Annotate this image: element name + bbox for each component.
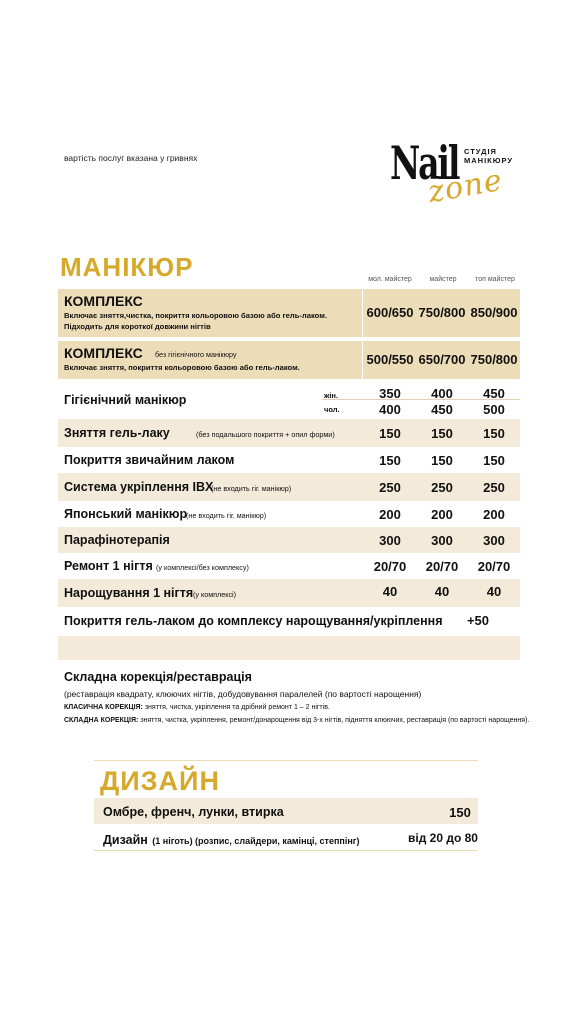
row-price: 250: [379, 480, 401, 495]
gel-cover-price: +50: [466, 613, 490, 628]
design-row2-title: Дизайн: [103, 833, 148, 847]
row-price: 200: [431, 507, 453, 522]
column-top: топ майстер: [475, 276, 515, 283]
complex-correction-text: зняття, чистка, укріплення, ремонт/донарощення від 3-х нігтів, підняття клюючих, реставрація (по вартості нарощення).: [140, 717, 530, 724]
classic-correction-label: КЛАСИЧНА КОРЕКЦІЯ:: [64, 704, 143, 711]
correction-desc: (реставрація квадрату, клюючих нігтів, добудовування паралелей (по вартості нарощення): [64, 689, 422, 699]
row-price: 300: [379, 533, 401, 548]
hygienic-female: жін.: [324, 391, 339, 400]
complex-correction-label: СКЛАДНА КОРЕКЦІЯ:: [64, 717, 139, 724]
hygienic-female-master: 400: [431, 386, 453, 401]
complex-price-junior: 600/650: [366, 305, 414, 320]
logo-sub1: СТУДІЯ: [464, 147, 497, 156]
classic-correction-text: зняття, чистка, укріплення та дрібний ремонт 1 – 2 нігтів.: [144, 704, 330, 711]
complex-desc1: Включає зняття,чистка, покриття кольоровою базою або гель-лаком.: [64, 311, 327, 320]
row-title: Система укріплення IBX: [64, 480, 214, 494]
row-sub: (у комплексі): [193, 590, 237, 599]
complex2-price-master: 650/700: [418, 352, 466, 367]
row-price: 150: [483, 426, 505, 441]
hygienic-title: Гігієнічний манікюр: [64, 393, 187, 407]
hygienic-male-junior: 400: [379, 402, 401, 417]
row-price: 250: [483, 480, 505, 495]
row-title: Ремонт 1 нігтя: [64, 559, 153, 573]
design-row1-title: Омбре, френч, лунки, втирка: [103, 805, 284, 819]
hygienic-male-top: 500: [483, 402, 505, 417]
design-bottom-line: [94, 850, 478, 851]
complex2-desc: Включає зняття, покриття кольоровою базою або гель-лаком.: [64, 363, 300, 372]
row-sub: (не входить гіг. манікюр): [186, 511, 267, 520]
correction-title: Складна корекція/реставрація: [64, 670, 252, 684]
row-price: 200: [483, 507, 505, 522]
complex2-title: КОМПЛЕКС: [64, 345, 143, 361]
design-row2: [103, 831, 360, 849]
row-price: 40: [382, 584, 398, 599]
row-price: 300: [483, 533, 505, 548]
design-row2-sub: (1 ніготь) (розпис, слайдери, камінці, степпінг): [152, 836, 360, 846]
row-title: Парафінотерапія: [64, 533, 170, 547]
complex-price-master: 750/800: [418, 305, 466, 320]
row-price: 250: [431, 480, 453, 495]
row-price: 40: [486, 584, 502, 599]
row-price: 20/70: [373, 559, 407, 574]
row-title: Японський манікюр: [64, 507, 188, 521]
design-row2-price: від 20 до 80: [408, 831, 478, 845]
complex2-price-junior: 500/550: [366, 352, 414, 367]
manicure-heading: МАНІКЮР: [60, 252, 194, 282]
row-title: Покриття звичайним лаком: [64, 453, 235, 467]
gel-cover-title: Покриття гель-лаком до комплексу нарощування/укріплення: [64, 614, 443, 628]
complex2-sub: без гігієнічного манікюру: [155, 350, 237, 359]
currency-note: вартість послуг вказана у гривнях: [64, 153, 198, 163]
complex2-price-top: 750/800: [470, 352, 518, 367]
row-title: Нарощування 1 нігтя: [64, 586, 194, 600]
row-price: 150: [379, 426, 401, 441]
row-price: 200: [379, 507, 401, 522]
row-sub: (у комплексі/без комплексу): [156, 563, 249, 572]
row-price: 300: [431, 533, 453, 548]
complex-title: КОМПЛЕКС: [64, 293, 143, 309]
classic-correction: [64, 704, 330, 711]
row-sub: (не входить гіг. манікюр): [211, 484, 292, 493]
row-price: 150: [483, 453, 505, 468]
row-price: 20/70: [425, 559, 459, 574]
row-title: Зняття гель-лаку: [64, 426, 170, 440]
design-heading: ДИЗАЙН: [100, 766, 220, 796]
row-price: 150: [431, 426, 453, 441]
logo-zone-text: zone: [425, 162, 506, 211]
row-price: 40: [434, 584, 450, 599]
row-price: 150: [379, 453, 401, 468]
complex-price-top: 850/900: [470, 305, 518, 320]
hygienic-female-top: 450: [483, 386, 505, 401]
logo-subtitle: [464, 147, 513, 165]
complex-desc2: Підходить для короткої довжини нігтів: [64, 322, 211, 331]
column-junior: мол. майстер: [368, 276, 412, 283]
design-row1-price: 150: [449, 805, 471, 820]
hygienic-male: чол.: [324, 405, 340, 414]
complex-correction: [64, 717, 529, 724]
row-price: 20/70: [477, 559, 511, 574]
logo-sub2: МАНІКЮРУ: [464, 156, 514, 165]
hygienic-female-junior: 350: [379, 386, 401, 401]
column-master: майстер: [429, 276, 457, 283]
row-price: 150: [431, 453, 453, 468]
row-sub: (без подальшого покриття + опил форми): [196, 430, 335, 439]
design-top-line: [94, 760, 478, 761]
hygienic-male-master: 450: [431, 402, 453, 417]
logo-nail-text: Nail: [390, 136, 459, 190]
empty-band: [58, 636, 520, 660]
